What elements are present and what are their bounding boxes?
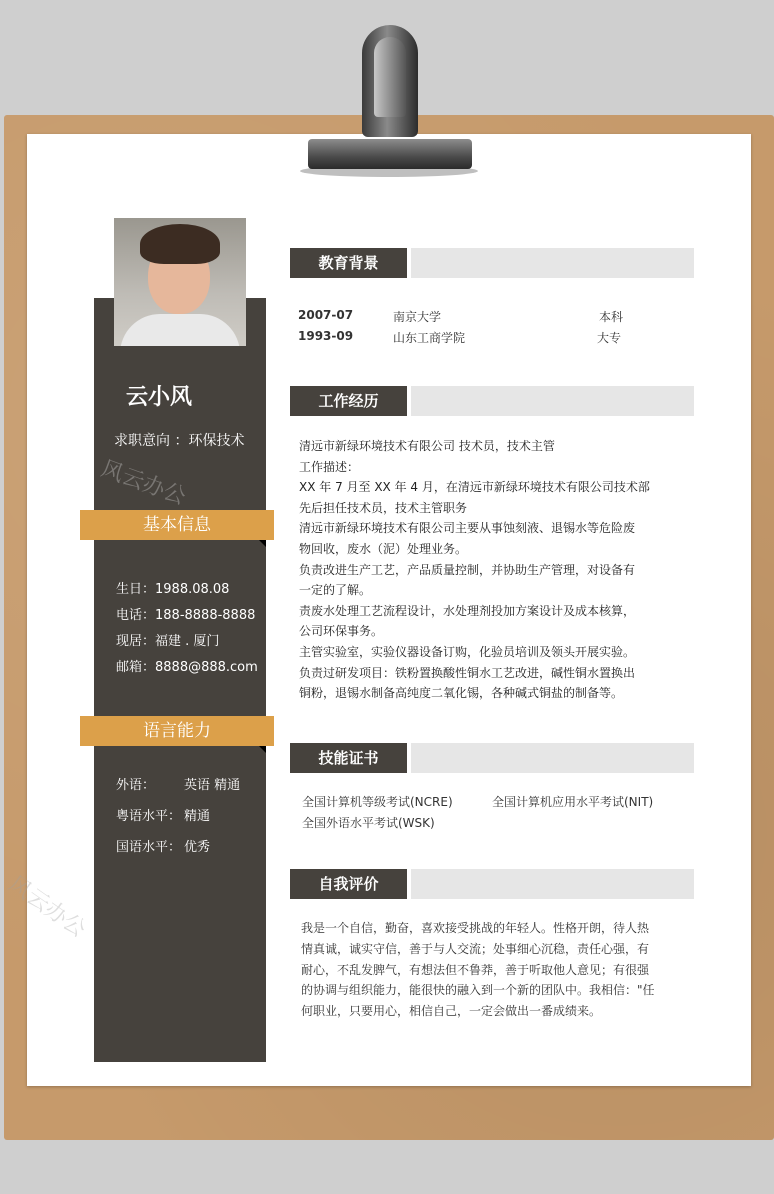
phone: 电话：188-8888-8888 xyxy=(116,608,256,623)
self-eval-line: 耐心，不乱发脾气，有想法但不鲁莽，善于听取他人意见；有很强 xyxy=(301,962,650,977)
work-line: 负责改进生产工艺，产品质量控制，并协助生产管理，对设备有 xyxy=(299,562,636,577)
self-eval-title: 自我评价 xyxy=(290,869,407,899)
self-eval-line: 的协调与组织能力，能很快的融入到一个新的团队中。我相信："任 xyxy=(301,983,655,998)
work-title: 工作经历 xyxy=(290,386,407,416)
edu-school-2: 山东工商学院 xyxy=(393,331,466,345)
edu-date-2: 1993-09 xyxy=(298,329,354,343)
edu-date-1: 2007-07 xyxy=(298,308,354,322)
job-intent: 求职意向 ：环保技术 xyxy=(114,433,245,449)
work-line: 一定的了解。 xyxy=(299,583,372,598)
work-section-header xyxy=(290,386,694,416)
work-description xyxy=(299,436,659,704)
sidebar xyxy=(94,298,266,1062)
language-mandarin-value: 优秀 xyxy=(184,840,211,855)
work-line: 责废水处理工艺流程设计，水处理剂投加方案设计及成本核算， xyxy=(299,603,636,618)
work-line: 清远市新绿环境技术有限公司主要从事蚀刻液、退锡水等危险废 xyxy=(299,521,636,536)
work-line: 主管实验室，实验仪器设备订购，化验员培训及领头开展实验。 xyxy=(299,644,636,659)
edu-school-1: 南京大学 xyxy=(393,310,442,324)
work-line: 物回收，废水（泥）处理业务。 xyxy=(299,541,468,556)
candidate-name: 云小风 xyxy=(126,385,193,410)
watermark: 风云办公 xyxy=(3,871,91,943)
work-line: 清远市新绿环境技术有限公司 技术员，技术主管 xyxy=(299,439,555,453)
binder-clip-icon xyxy=(300,25,478,180)
education-section-header xyxy=(290,248,694,278)
work-line: 先后担任技术员，技术主管职务 xyxy=(299,500,468,515)
language-foreign-label: 外语： xyxy=(116,778,156,793)
skill-item: 全国计算机等级考试(NCRE) xyxy=(302,795,453,809)
language-cantonese-value: 精通 xyxy=(184,809,211,824)
language-cantonese-label: 粤语水平： xyxy=(116,809,182,824)
edu-degree-1: 本科 xyxy=(599,310,624,324)
self-eval-line: 情真诚，诚实守信，善于与人交流；处事细心沉稳，责任心强，有 xyxy=(301,941,650,956)
residence: 现居：福建 . 厦门 xyxy=(116,634,220,649)
work-line: 工作描述： xyxy=(299,459,360,474)
basic-info-heading: 基本信息 xyxy=(80,510,274,540)
self-eval-line: 我是一个自信，勤奋，喜欢接受挑战的年轻人。性格开朗，待人热 xyxy=(301,921,650,935)
language-heading: 语言能力 xyxy=(80,716,274,746)
language-foreign-value: 英语 精通 xyxy=(184,778,241,793)
edu-degree-2: 大专 xyxy=(597,331,622,345)
skills-section-header xyxy=(290,743,694,773)
skill-item: 全国外语水平考试(WSK) xyxy=(302,816,435,830)
birthday: 生日：1988.08.08 xyxy=(116,582,230,597)
watermark: 风云办公 xyxy=(97,456,189,511)
self-eval-section-header xyxy=(290,869,694,899)
education-title: 教育背景 xyxy=(290,248,407,278)
skill-item: 全国计算机应用水平考试(NIT) xyxy=(492,795,654,809)
work-line: 铜粉，退锡水制备高纯度二氧化锡，各种碱式铜盐的制备等。 xyxy=(299,686,624,701)
email: 邮箱：8888@888.com xyxy=(116,660,258,675)
self-eval-line: 何职业，只要用心，相信自己，一定会做出一番成绩来。 xyxy=(301,1004,602,1019)
profile-photo xyxy=(114,218,246,346)
work-line: XX 年 7 月至 XX 年 4 月，在清远市新绿环境技术有限公司技术部 xyxy=(299,480,650,495)
self-eval-text xyxy=(301,918,667,1022)
work-line: 公司环保事务。 xyxy=(299,624,384,639)
skills-title: 技能证书 xyxy=(290,743,407,773)
work-line: 负责过研发项目：铁粉置换酸性铜水工艺改进，碱性铜水置换出 xyxy=(299,665,636,680)
language-mandarin-label: 国语水平： xyxy=(116,840,182,855)
